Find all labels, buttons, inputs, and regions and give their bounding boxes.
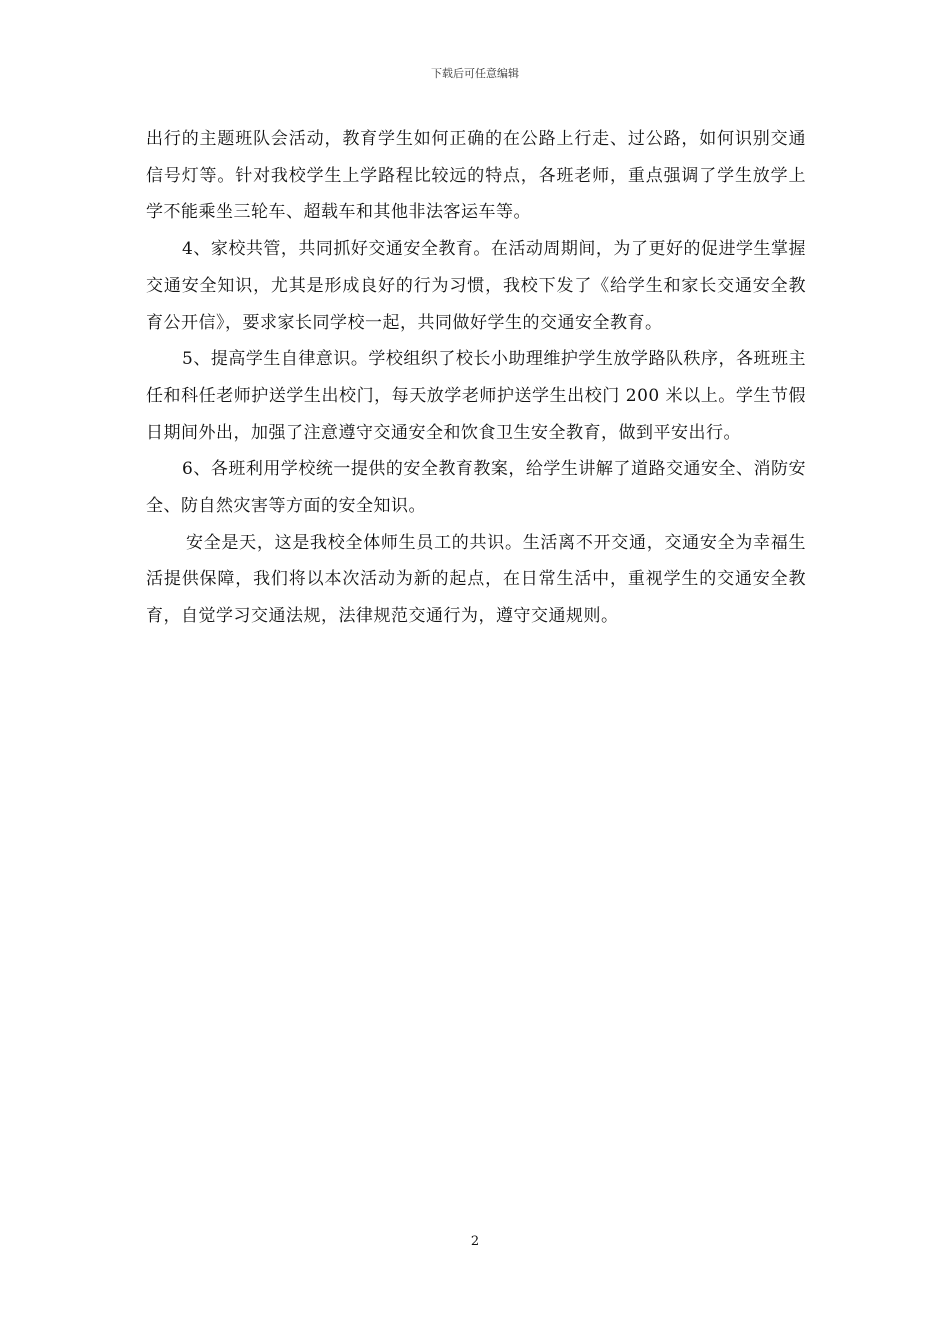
paragraph-continuation: 出行的主题班队会活动，教育学生如何正确的在公路上行走、过公路，如何识别交通信号灯等。针对我校学生上学路程比较远的特点，各班老师，重点强调了学生放学上学不能乘坐三轮车、超载车和其他非法客运车等。 (146, 129, 806, 223)
paragraph-item-4: 4、家校共管，共同抓好交通安全教育。在活动周期间，为了更好的促进学生掌握交通安全知识，尤其是形成良好的行为习惯，我校下发了《给学生和家长交通安全教育公开信》，要求家长同学校一起，共同做好学生的交通安全教育。 (146, 239, 806, 333)
paragraph-conclusion: 安全是天，这是我校全体师生员工的共识。生活离不开交通，交通安全为幸福生活提供保障，我们将以本次活动为新的起点，在日常生活中，重视学生的交通安全教育，自觉学习交通法规，法律规范交通行为，遵守交通规则。 (146, 532, 806, 627)
page-header: 下载后可任意编辑 (431, 67, 519, 80)
page-number: 2 (470, 1234, 480, 1249)
paragraph-item-6: 6、各班利用学校统一提供的安全教育教案，给学生讲解了道路交通安全、消防安全、防自然灾害等方面的安全知识。 (146, 459, 806, 517)
document-body (146, 121, 806, 635)
paragraph-item-5: 5、提高学生自律意识。学校组织了校长小助理维护学生放学路队秩序，各班班主任和科任老师护送学生出校门，每天放学老师护送学生出校门 200 米以上。学生节假日期间外出，加强了注意遵守交通安全和饮食卫生安全教育，做到平安出行。 (146, 349, 806, 443)
